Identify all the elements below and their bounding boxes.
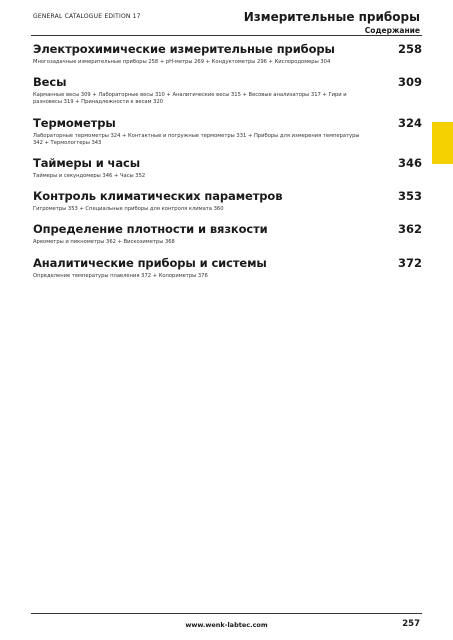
section-title[interactable]: Термометры (33, 115, 116, 130)
section-page[interactable]: 372 (397, 255, 422, 270)
toc-heading-row (33, 156, 422, 170)
toc-section[interactable] (33, 222, 422, 246)
catalogue-edition: GENERAL CATALOGUE EDITION 17 (33, 13, 141, 20)
page-header (31, 6, 422, 36)
toc-section[interactable] (33, 189, 422, 213)
section-description: Ареометры и пикнометры 362 + Вискозиметры 368 (33, 239, 175, 246)
page-number: 257 (402, 619, 420, 629)
toc-section[interactable] (33, 116, 422, 147)
page-title: Измерительные приборы (243, 10, 420, 24)
header-rule (31, 35, 422, 36)
toc-heading-row (33, 256, 422, 270)
section-tab-marker (432, 122, 453, 164)
section-page[interactable]: 324 (397, 115, 422, 130)
toc-heading-row (33, 189, 422, 203)
section-page[interactable]: 258 (397, 42, 422, 56)
page-footer (31, 613, 422, 633)
section-page[interactable]: 309 (397, 75, 422, 90)
toc-heading-row (33, 42, 422, 56)
section-title[interactable]: Определение плотности и вязкости (33, 222, 268, 237)
toc-heading-row (33, 75, 422, 89)
toc-section[interactable] (33, 256, 422, 280)
toc-section[interactable] (33, 156, 422, 180)
section-description: Многозадачные измерительные приборы 258 + pH-метры 269 + Кондуктометры 296 + Кислородомеры 304 (33, 59, 331, 65)
page-subtitle: Содержание (364, 26, 420, 35)
section-description: Лабораторные термометры 324 + Контактные и погружные термометры 331 + Приборы для измерения температуры 342 + Термологгеры 343 (33, 132, 360, 146)
website-link[interactable]: www.wenk-labtec.com (185, 621, 268, 629)
table-of-contents (33, 42, 422, 289)
section-page[interactable]: 346 (397, 156, 422, 171)
section-title[interactable]: Весы (33, 75, 67, 90)
section-title[interactable]: Аналитические приборы и системы (33, 255, 267, 270)
footer-rule (31, 613, 422, 614)
section-title[interactable]: Контроль климатических параметров (33, 189, 283, 204)
section-title[interactable]: Таймеры и часы (33, 156, 141, 171)
section-description: Определение температуры плавления 372 + Колориметры 376 (33, 272, 208, 279)
section-page[interactable]: 353 (397, 189, 422, 204)
toc-heading-row (33, 116, 422, 130)
section-page[interactable]: 362 (397, 222, 422, 237)
toc-heading-row (33, 222, 422, 236)
section-description: Гигрометры 353 + Специальные приборы для контроля климата 360 (33, 206, 224, 213)
toc-section[interactable] (33, 75, 422, 106)
section-title[interactable]: Электрохимические измерительные приборы (33, 42, 335, 56)
toc-section[interactable] (33, 42, 422, 66)
section-description: Карманные весы 309 + Лабораторные весы 310 + Аналитические весы 315 + Весовые анализаторы 317 + Гири и разновесы 319 + Принадлежности к весам 320 (33, 92, 347, 106)
section-description: Таймеры и секундомеры 346 + Часы 352 (33, 173, 146, 180)
